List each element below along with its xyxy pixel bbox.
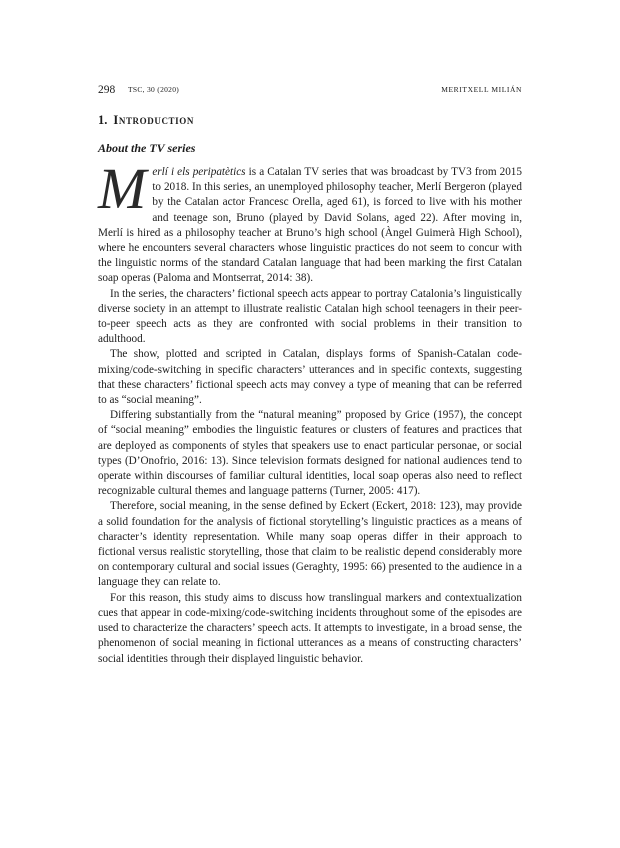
series-title: erlí i els peripatètics [152,166,246,178]
paragraph-3: The show, plotted and scripted in Catalan, displays forms of Spanish-Catalan code-mixing/code-switching in specific characters’ utterances and in specific contexts, suggesting that these characters’ fictional speech acts may convey a type of meaning that can be referred to as “social meaning”. [98,348,522,407]
subsection-heading: About the TV series [98,141,196,155]
section-heading [98,113,194,128]
paragraph-5: Therefore, social meaning, in the sense defined by Eckert (Eckert, 2018: 123), may provide a solid foundation for the analysis of fictional storytelling’s linguistic practices as a means of character’s identity representation. While many soap operas differ in their approach to fictional versus realistic storytelling, those that claim to be realistic depend considerably more on contemporary cultural and social issues (Geraghty, 1995: 66) presented to the audience in a language they can relate to. [98,500,522,589]
page-number: 298 [98,84,116,96]
article-body [98,156,522,667]
paragraph-1-text: is a Catalan TV series that was broadcast by TV3 from 2015 to 2018. In this series, an unemployed philosophy teacher, Merlí Bergeron (played by the Catalan actor Francesc Orella, aged 61), is forced to live with his mother and teenage son, Bruno (played by David Solans, aged 22). After moving in, Merlí is hired as a philosophy teacher at Bruno’s high school (Àngel Guimerà High School), where he encounters several characters whose linguistic practices do not seem to concur with the linguistic norms of the standard Catalan language that had been marking the first Catalan soap operas (Paloma and Montserrat, 2014: 38). [98,166,522,285]
journal-citation: TSC, 30 (2020) [128,85,180,94]
paragraph-4: Differing substantially from the “natural meaning” proposed by Grice (1957), the concept of “social meaning” embodies the linguistic features or clusters of features and practices that are deployed as components of styles that speakers use to enact particular personae, or social types (D’Onofrio, 2016: 13). Since television formats designed for national audiences tend to operate within discourses of familiar cultural identities, local soap operas also need to reflect recognizable cultural themes and language patterns (Turner, 2005: 417). [98,409,522,498]
drop-cap: M [98,156,147,221]
section-title: Introduction [113,113,194,127]
section-number: 1. [98,113,108,127]
running-author: MERITXELL MILIÁN [441,85,522,94]
paragraph-2: In the series, the characters’ fictional speech acts appear to portray Catalonia’s linguistically diverse society in an attempt to illustrate realistic Catalan high school teenagers in their peer-to-peer speech acts as they are confronted with social problems in their transition to adulthood. [98,287,522,346]
paragraph-1 [98,156,522,287]
paragraph-6: For this reason, this study aims to discuss how translingual markers and contextualization cues that appear in code-mixing/code-switching incidents throughout some of the episodes are used to characterize the characters’ speech acts. It attempts to investigate, in a broad sense, the phenomenon of social meaning in fictional utterances as a means of constructing characters’ social identities through their displayed linguistic behavior. [98,591,522,665]
running-header [98,84,522,96]
